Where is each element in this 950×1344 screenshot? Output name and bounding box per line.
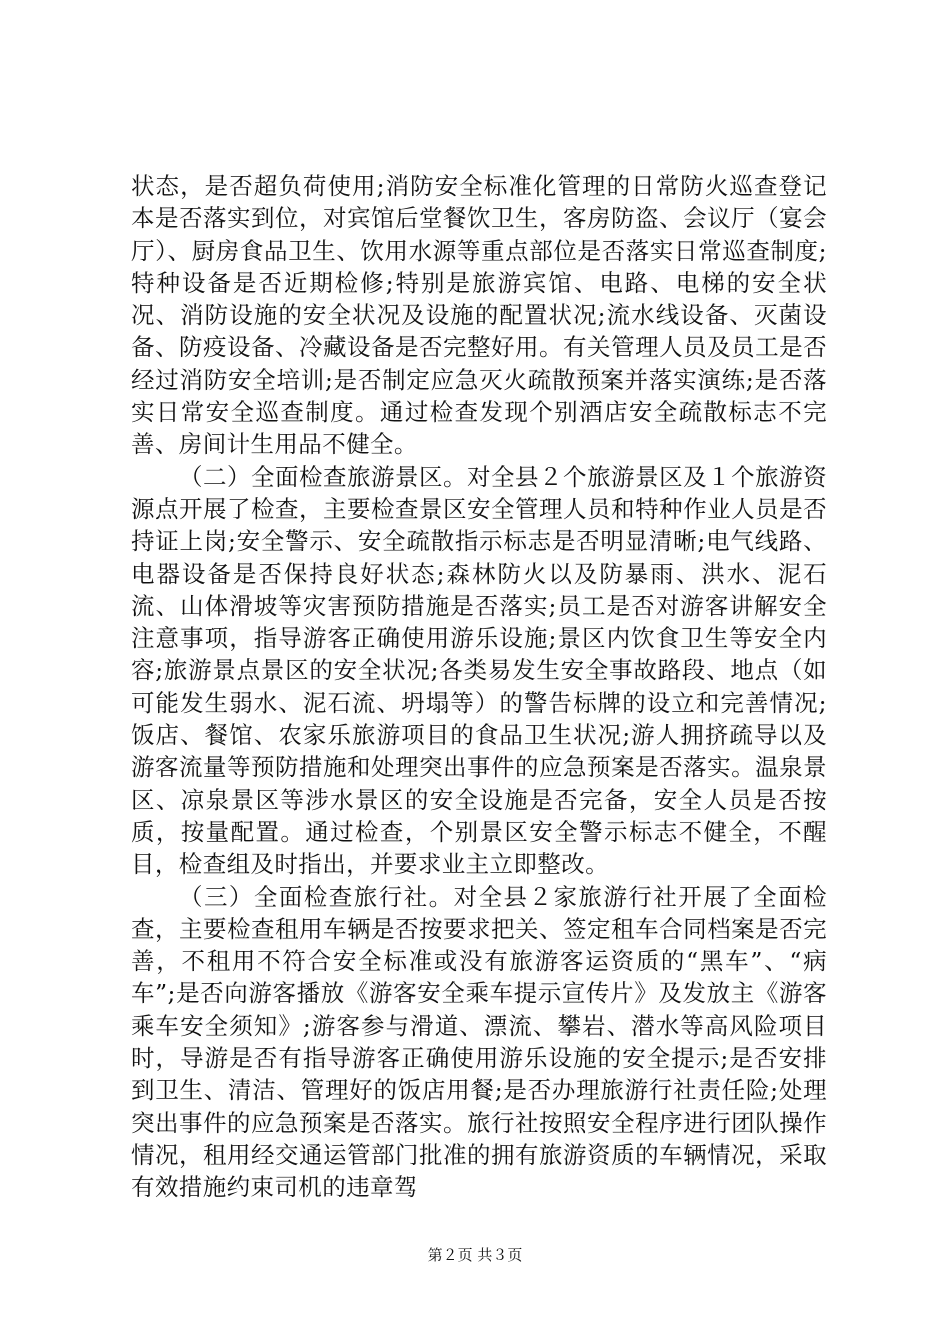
paragraph-scenic-area-inspection: （二）全面检查旅游景区。对全县２个旅游景区及１个旅游资源点开展了检查，主要检查景区安全管理人员和特种作业人员是否持证上岗;安全警示、安全疏散指示标志是否明显清晰;电气线路、电器设备是否保持良好状态;森林防火以及防暴雨、洪水、泥石流、山体滑坡等灾害预防措施是否落实;员工是否对游客讲解安全注意事项，指导游客正确使用游乐设施;景区内饮食卫生等安全内容;旅游景点景区的安全状况;各类易发生安全事故路段、地点（如可能发生弱水、泥石流、坍塌等）的警告标牌的设立和完善情况;饭店、餐馆、农家乐旅游项目的食品卫生状况;游人拥挤疏导以及游客流量等预防措施和处理突出事件的应急预案是否落实。温泉景区、凉泉景区等涉水景区的安全设施是否完备，安全人员是否按质，按量配置。通过检查，个别景区安全警示标志不健全，不醒目，检查组及时指出，并要求业主立即整改。	[131, 462, 827, 879]
paragraph-hotel-inspection: 状态，是否超负荷使用;消防安全标准化管理的日常防火巡查登记本是否落实到位，对宾馆后堂餐饮卫生，客房防盗、会议厅（宴会厅）、厨房食品卫生、饮用水源等重点部位是否落实日常巡查制度;特种设备是否近期检修;特别是旅游宾馆、电路、电梯的安全状况、消防设施的安全状况及设施的配置状况;流水线设备、灭菌设备、防疫设备、冷藏设备是否完整好用。有关管理人员及员工是否经过消防安全培训;是否制定应急灭火疏散预案并落实演练;是否落实日常安全巡查制度。通过检查发现个别酒店安全疏散标志不完善、房间计生用品不健全。	[131, 172, 827, 459]
page-footer	[0, 1244, 950, 1265]
document-body	[131, 170, 827, 1204]
page-number-label: 第２页 共３页	[427, 1246, 523, 1264]
paragraph-travel-agency-inspection: （三）全面检查旅行社。对全县２家旅游行社开展了全面检查，主要检查租用车辆是否按要求把关、签定租车合同档案是否完善，不租用不符合安全标准或没有旅游客运资质的“黑车”、“病车”;是否向游客播放《游客安全乘车提示宣传片》及发放主《游客乘车安全须知》;游客参与滑道、漂流、攀岩、潜水等高风险项目时，导游是否有指导游客正确使用游乐设施的安全提示;是否安排到卫生、清洁、管理好的饭店用餐;是否办理旅游行社责任险;处理突出事件的应急预案是否落实。旅行社按照安全程序进行团队操作情况，租用经交通运管部门批准的拥有旅游资质的车辆情况，采取有效措施约束司机的违章驾	[131, 882, 827, 1202]
